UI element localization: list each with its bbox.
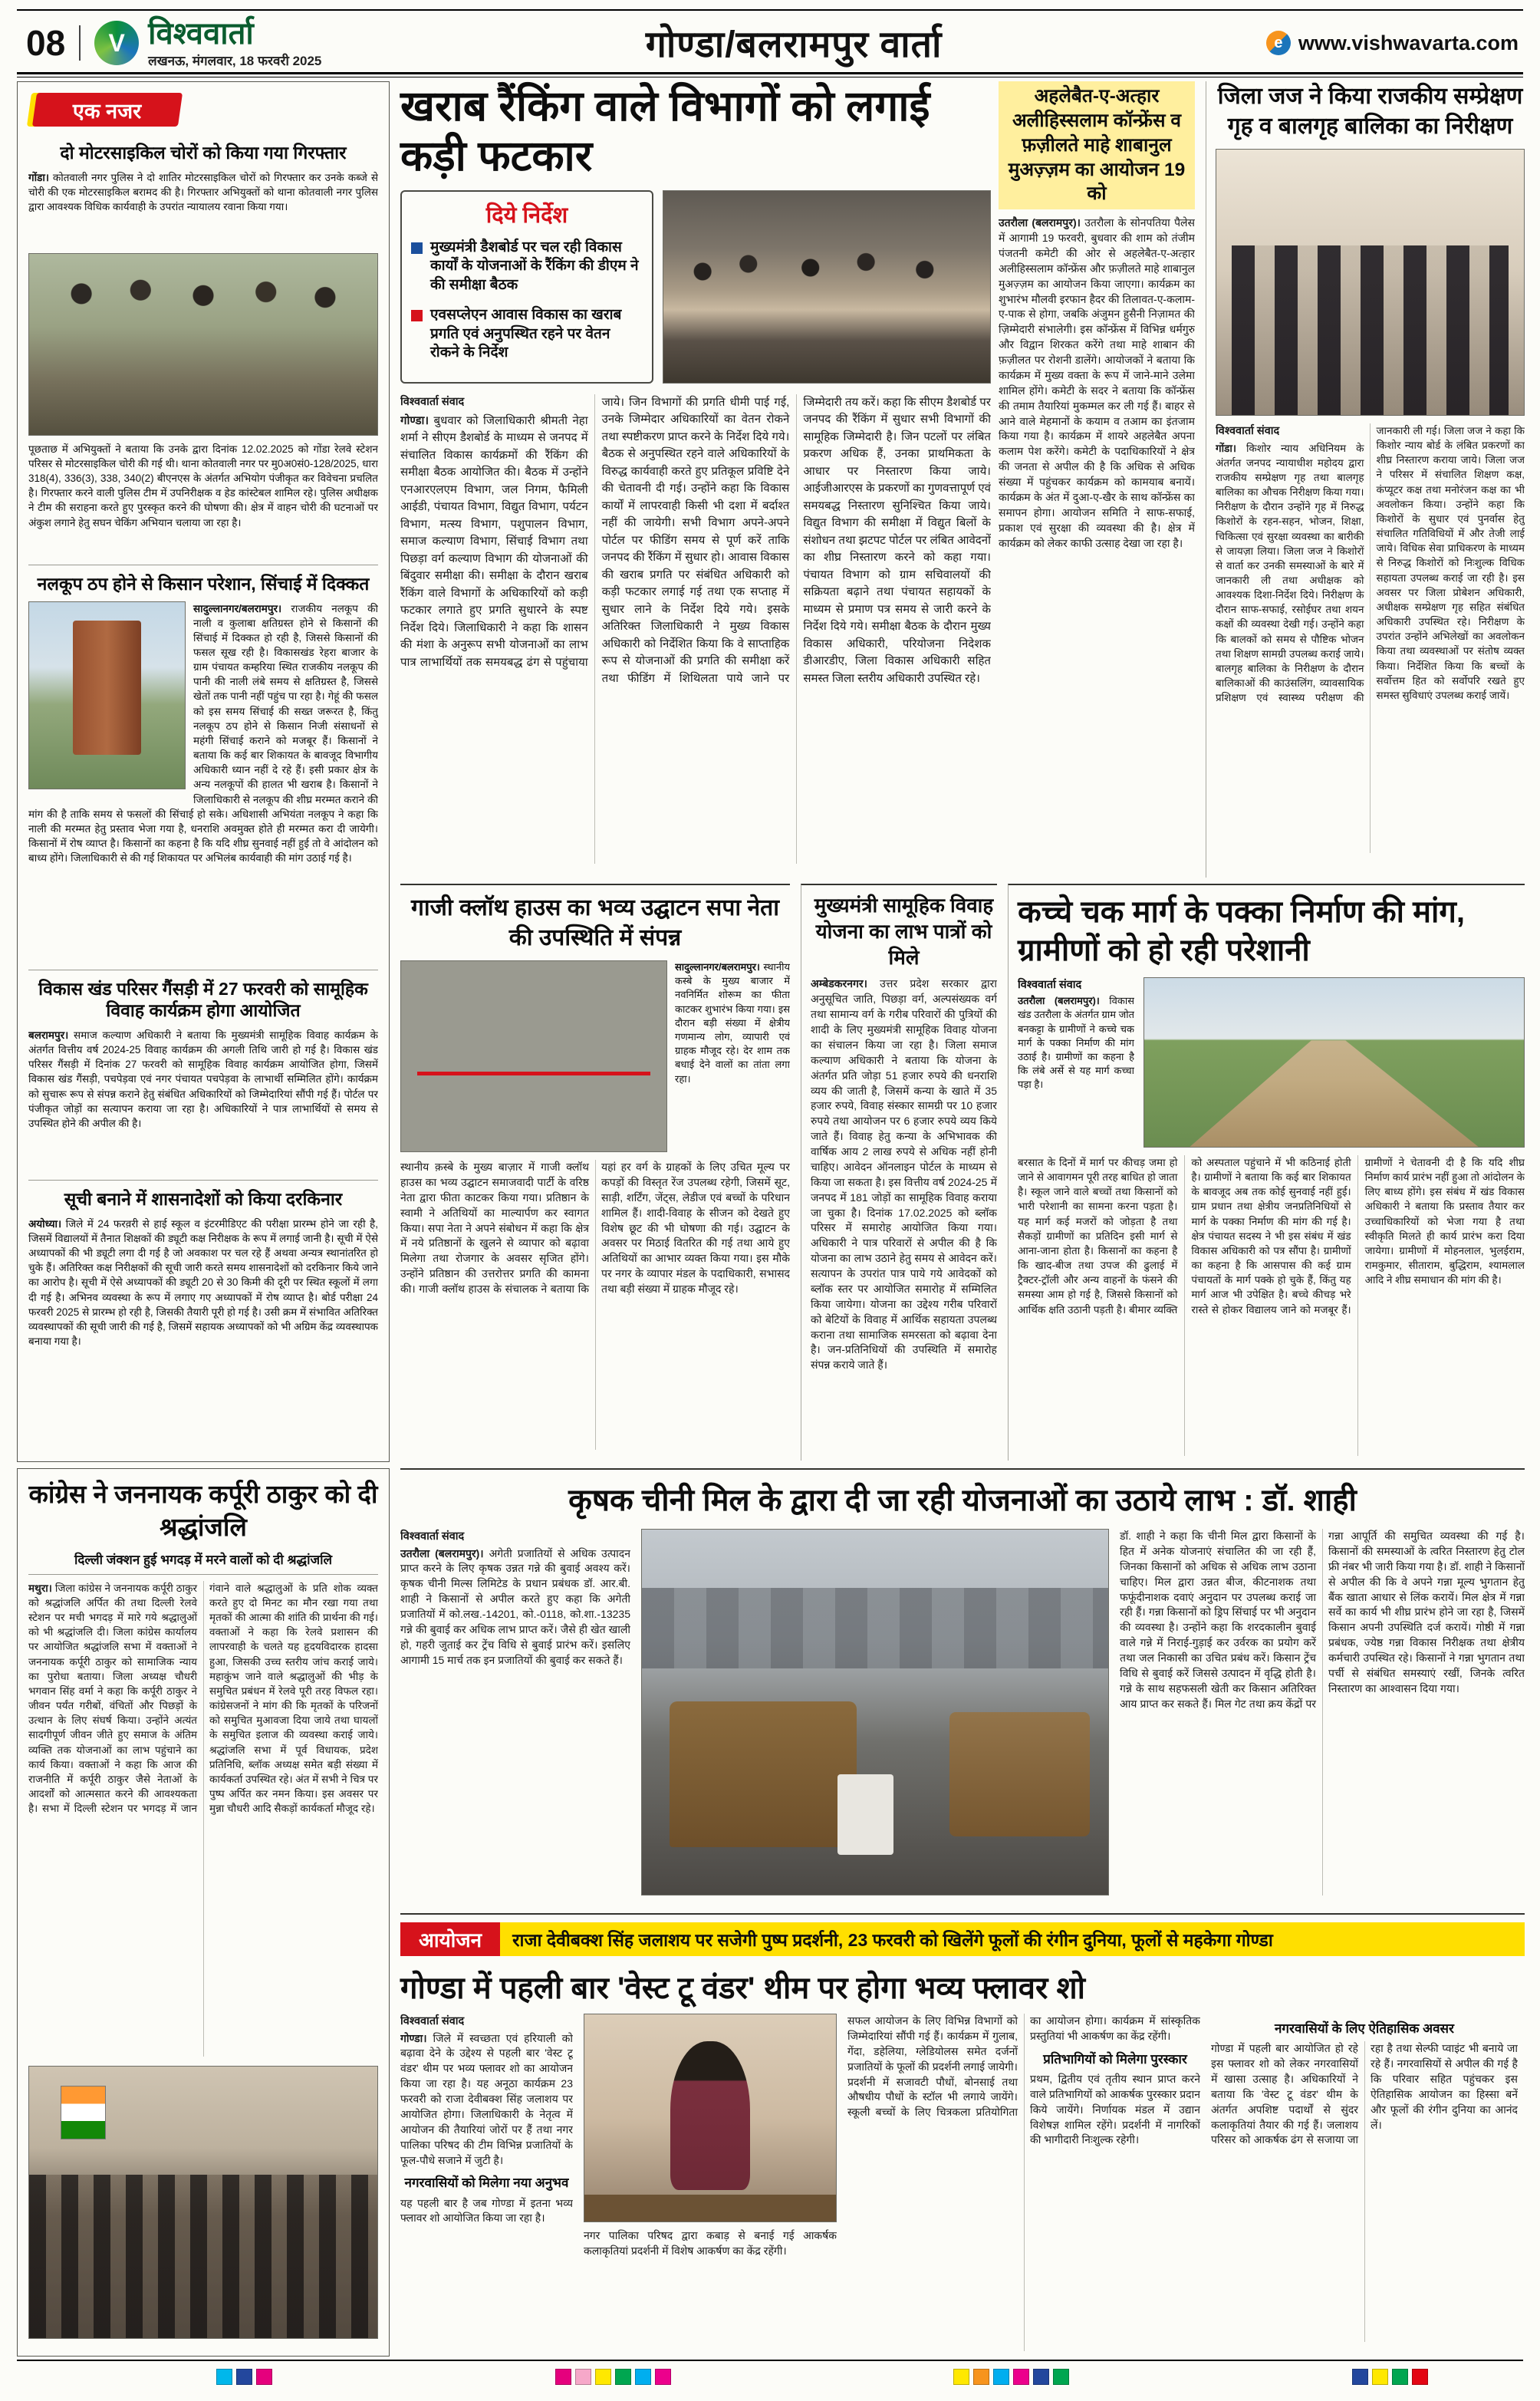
color-square xyxy=(993,2369,1009,2385)
flower-show-section xyxy=(400,1913,1525,2357)
article-headline: मुख्यमंत्री सामूहिक विवाह योजना का लाभ पात्रों को मिले xyxy=(814,894,994,969)
article-text: सफल आयोजन के लिए विभिन्न विभागों को जिम्मेदारियां सौंपी गई हैं। कार्यक्रम में गुलाब, गेंदा, डहेलिया, ग्लेडियोलस समेत दर्जनों प्रजातियों के फूलों की प्रदर्शनी लगाई जायेगी। प्रदर्शनी में सजावटी पौधों, बोनसाई तथा औषधीय पौधों के स्टॉल भी लगाये जायेंगे। स्कूली बच्चों के लिए चित्रकला प्रतियोगिता का आयोजन होगा। कार्यक्रम में सांस्कृतिक प्रस्तुतियां भी आकर्षण का केंद्र रहेंगी। xyxy=(847,2014,1200,2119)
body-text: समाज कल्याण अधिकारी ने बताया कि मुख्यमंत्री सामूहिक विवाह कार्यक्रम के अंतर्गत वित्तीय वर्ष 2024-25 विवाह कार्यक्रम की अगली तिथि जारी हो गई है। विकास खंड परिसर गैंसड़ी में दिनांक 27 फरवरी को सामूहिक विवाह कार्यक्रम आयोजित होगा, जिसमें विकास खंड गैंसड़ी, पचपेड़वा एवं नगर पंचायत पचपेड़वा के लाभार्थी सम्मिलित होंगे। कार्यक्रम को सुचारू रूप से संपन्न कराने हेतु संबंधित अधिकारियों को जिम्मेदारियां सौंपी गई हैं। पोर्टल पर पंजीकृत जोड़ों का सत्यापन कराया जा रहा है। अधिकारियों ने पात्र लाभार्थियों से समय से उपस्थित होने की अपील की है। xyxy=(28,1029,378,1129)
sugarcane-load xyxy=(670,1701,856,1847)
body-text: बुधवार को जिलाधिकारी श्रीमती नेहा शर्मा ने सीएम डैशबोर्ड के माध्यम से जनपद में संचालित विकास कार्यक्रमों की रैंकिंग की समीक्षा बैठक आयोजित की। बैठक में उन्होंने एनआरएलएम विभाग, जल निगम, फैमिली आईडी, पंचायत विभाग, विद्युत विभाग, पर्यटन विभाग, मत्स्य विभाग, पशुपालन विभाग, समाज कल्याण विभाग, सिंचाई विभाग तथा पिछड़ा वर्ग कल्याण विभाग की योजनाओं की बिंदुवार समीक्षा की। समीक्षा के दौरान खराब रैंकिंग वाले विभागों के अधिकारियों को कड़ी फटकार लगाते हुए प्रगति सुधारने के स्पष्ट निर्देश दिये। जिलाधिकारी ने कहा कि शासन की मंशा के अनुरूप सभी योजनाओं का लाभ पात्र लाभार्थियों तक समयबद्ध ढंग से पहुंचाया जाये। जिन विभागों की प्रगति धीमी पाई गई, उनके जिम्मेदार अधिकारियों का वेतन रोकने तथा स्पष्टीकरण प्राप्त करने के निर्देश दिये गये। बैठक से अनुपस्थित रहने वाले अधिकारियों के विरुद्ध कार्यवाही करते हुए प्रतिकूल प्रविष्टि देने की चेतावनी दी गई। उन्होंने कहा कि विकास कार्यों में लापरवाही किसी भी दशा में बर्दाश्त नहीं की जायेगी। सभी विभाग अपने-अपने पोर्टल पर फीडिंग समय से पूर्ण करें ताकि जनपद की रैंकिंग में सुधार हो। आवास विकास की खराब प्रगति पर संबंधित अधिकारी को कड़ी फटकार लगाई गई तथा एक सप्ताह में सुधार लाने के निर्देश दिये गये। इसके अतिरिक्त जिलाधिकारी ने मुख्य विकास अधिकारी को निर्देशित किया कि वे साप्ताहिक रूप से योजनाओं की प्रगति की समीक्षा करें तथा फीडिंग में शिथिलता पाये जाने पर जिम्मेदारी तय करें। कहा कि सीएम डैशबोर्ड पर जनपद की रैंकिंग में सुधार सभी विभागों की सामूहिक जिम्मेदारी है। जिन पटलों पर लंबित प्रकरण अधिक हैं, उनका प्राथमिकता के आधार पर निस्तारण किया जाये। आईजीआरएस के प्रकरणों का गुणवत्तापूर्ण एवं समयबद्ध निस्तारण सुनिश्चित किया जाये। विद्युत विभाग की समीक्षा में विद्युत बिलों के संशोधन तथा झटपट पोर्टल पर लंबित आवेदनों का शीघ्र निस्तारण करने को कहा गया। पंचायत विभाग को ग्राम सचिवालयों की सक्रियता बढ़ाने तथा पंचायत सहायकों के माध्यम से प्रमाण पत्र समय से जारी करने के निर्देश दिये गये। समीक्षा बैठक के दौरान मुख्य विकास अधिकारी, परियोजना निदेशक डीआरडीए, जिला विकास अधिकारी सहित समस्त जिला स्तरीय अधिकारी उपस्थित रहे। xyxy=(400,395,991,685)
globe-e-icon: e xyxy=(1266,31,1291,55)
body-text: जिला कांग्रेस ने जननायक कर्पूरी ठाकुर को श्रद्धांजलि अर्पित की तथा दिल्ली रेलवे स्टेशन पर मची भगदड़ में मारे गये श्रद्धालुओं को भी श्रद्धांजलि दी। जिला कांग्रेस कार्यालय पर आयोजित श्रद्धांजलि सभा में वक्ताओं ने जननायक कर्पूरी ठाकुर को सामाजिक न्याय का पुरोधा बताया। जिला अध्यक्ष चौधरी भगवान सिंह वर्मा ने कहा कि कर्पूरी ठाकुर ने जीवन पर्यंत गरीबों, वंचितों और पिछड़ों के उत्थान के लिए संघर्ष किया। उन्होंने अत्यंत सादगीपूर्ण जीवन जीते हुए समाज के अंतिम व्यक्ति तक योजनाओं का लाभ पहुंचाने का कार्य किया। वक्ताओं ने कहा कि आज की राजनीति में कर्पूरी ठाकुर जैसे नेताओं के आदर्शों को आत्मसात करने की आवश्यकता है। सभा में दिल्ली स्टेशन पर भगदड़ में जान गंवाने वाले श्रद्धालुओं के प्रति शोक व्यक्त करते हुए दो मिनट का मौन रखा गया तथा मृतकों की आत्मा की शांति की प्रार्थना की गई। वक्ताओं ने कहा कि रेलवे प्रशासन की लापरवाही के चलते यह हृदयविदारक हादसा हुआ, जिसकी उच्च स्तरीय जांच कराई जाये। महाकुंभ जाने वाले श्रद्धालुओं की भीड़ के समुचित प्रबंधन में रेलवे पूरी तरह विफल रहा। कांग्रेसजनों ने मांग की कि मृतकों के परिजनों को समुचित मुआवजा दिया जाये तथा घायलों के समुचित इलाज की व्यवस्था कराई जाये। श्रद्धांजलि सभा में पूर्व विधायक, प्रदेश प्रतिनिधि, ब्लॉक अध्यक्ष समेत बड़ी संख्या में कार्यकर्ता उपस्थित रहे। अंत में सभी ने चित्र पर पुष्प अर्पित कर नमन किया। इस अवसर पर मुन्ना चौधरी आदि सैकड़ों कार्यकर्ता मौजूद रहे। xyxy=(28,1582,378,1815)
article-columns xyxy=(400,2014,1525,2351)
photo-dm-review-meeting xyxy=(663,190,991,384)
article-text: पूछताछ में अभियुक्तों ने बताया कि उनके द्वारा दिनांक 12.02.2025 को गोंडा रेलवे स्टेशन परिसर से मोटरसाइकिल चोरी की गई थी। थाना कोतवाली नगर पर मु0अ0सं0-128/2025, धारा 318(4), 336(3), 338, 340(2) बीएनएस के अंतर्गत अभियोग पंजीकृत कर विवेचना प्रचलित है। गिरफ्तार करने वाली पुलिस टीम में उपनिरीक्षक व हेड कांस्टेबल शामिल रहे। पुलिस अधीक्षक ने टीम की सराहना करते हुए पुरस्कृत करने की घोषणा की। क्षेत्र में वाहन चोरी की घटनाओं पर अंकुश लगाने हेतु सघन चेकिंग अभियान चलाया जा रहा है। xyxy=(28,443,378,529)
article-title: विकास खंड परिसर गैंसड़ी में 27 फरवरी को सामूहिक विवाह कार्यक्रम होगा आयोजित xyxy=(38,978,368,1021)
article-side-column xyxy=(675,960,790,1152)
sidebar-header-badge xyxy=(32,93,183,127)
dateline: गोण्डा। xyxy=(400,413,429,427)
flower-column-3 xyxy=(847,2014,1200,2351)
photo-defunct-tubewell xyxy=(28,601,186,789)
truck-cab xyxy=(837,1774,893,1855)
byline: विश्ववार्ता संवाद xyxy=(1216,425,1280,437)
sidebar-article-duty-list xyxy=(28,1181,378,1454)
article-text xyxy=(811,977,997,1437)
photo-condolence-meeting xyxy=(28,2066,378,2339)
dirt-road-shape xyxy=(1144,978,1524,1147)
dateline: मथुरा। xyxy=(28,1582,52,1594)
directives-label: दिये निर्देश xyxy=(485,203,568,228)
article-text xyxy=(28,1581,378,1816)
article-text xyxy=(28,170,378,247)
color-square xyxy=(953,2369,969,2385)
photo-arrested-bike-thieves xyxy=(28,253,378,436)
photo-judge-inspection xyxy=(1216,149,1525,416)
article-headline: कच्चे चक मार्ग के पक्का निर्माण की मांग, ग्रामीणों को हो रही परेशानी xyxy=(1018,895,1465,967)
tubewell-structure xyxy=(73,621,141,755)
article-body xyxy=(1216,423,1525,853)
square-bullet-icon xyxy=(411,310,423,321)
article-intro-column xyxy=(400,1529,630,1895)
dateline: गोण्डा। xyxy=(400,2031,427,2044)
directive-item xyxy=(411,306,643,363)
article-text xyxy=(999,216,1195,551)
color-bar-group xyxy=(1352,2369,1428,2385)
dateline: सादुल्लानगर/बलरामपुर। xyxy=(675,961,760,973)
article-body xyxy=(28,1581,378,2057)
color-square xyxy=(1352,2369,1368,2385)
conference-article xyxy=(999,81,1195,878)
article-text: प्रथम, द्वितीय एवं तृतीय स्थान प्राप्त करने वाले प्रतिभागियों को आकर्षक पुरस्कार प्रदान किये जायेंगे। निर्णायक मंडल में उद्यान विशेषज्ञ शामिल रहेंगे। प्रदर्शनी में नागरिकों की भागीदारी निःशुल्क रहेगी। xyxy=(1030,2072,1200,2146)
byline: विश्ववार्ता संवाद xyxy=(1018,979,1082,991)
inline-subhead: नगरवासियों के लिए ऐतिहासिक अवसर xyxy=(1274,2021,1454,2036)
color-square xyxy=(615,2369,631,2385)
article-headline: जिला जज ने किया राजकीय सम्प्रेक्षण गृह व बालगृह बालिका का निरीक्षण xyxy=(1217,84,1523,139)
article-media-row xyxy=(400,960,790,1152)
photo-unpaved-road xyxy=(1143,977,1525,1148)
masthead-block xyxy=(94,18,321,69)
lead-row xyxy=(400,190,991,384)
dateline: बलरामपुर। xyxy=(28,1029,69,1041)
sidebar-header-wrap xyxy=(35,93,378,127)
flower-column-4 xyxy=(1211,2014,1518,2351)
article-text xyxy=(28,1028,378,1172)
body-text: विकास खंड उतरौला के अंतर्गत ग्राम जोत बनकट्टा के ग्रामीणों ने कच्चे चक मार्ग के पक्का निर्माण की मांग उठाई है। ग्रामीणों का कहना है कि लंबे अर्से से यह मार्ग कच्चा पड़ा है। xyxy=(1018,995,1134,1091)
color-square xyxy=(1372,2369,1388,2385)
color-bar-group xyxy=(555,2369,671,2385)
header-rule xyxy=(17,72,1523,77)
lead-body xyxy=(400,394,991,864)
flower-column-2 xyxy=(584,2014,837,2351)
inline-subhead: नगरवासियों को मिलेगा नया अनुभव xyxy=(404,2175,569,2191)
article-text: यह पहली बार है जब गोण्डा में इतना भव्य फ्लावर शो आयोजित किया जा रहा है। xyxy=(400,2196,573,2225)
sidebar-ek-nazar xyxy=(17,81,390,1462)
dateline: सादुल्लानगर/बलरामपुर। xyxy=(193,602,282,614)
congress-tribute-article xyxy=(17,1468,390,2357)
article-content xyxy=(28,601,378,962)
color-square xyxy=(236,2369,252,2385)
byline: विश्ववार्ता संवाद xyxy=(400,2015,465,2027)
article-text: गोण्डा में पहली बार आयोजित हो रहे इस फ्लावर शो को लेकर नगरवासियों में खासा उत्साह है। अधिकारियों ने बताया कि 'वेस्ट टू वंडर' थीम के अंतर्गत अपशिष्ट पदार्थों से सुंदर कलाकृतियां तैयार की गई हैं। जलाशय परिसर को आकर्षक ढंग से सजाया जा रहा है तथा सेल्फी प्वाइंट भी बनाये जा रहे हैं। नगरवासियों से अपील की गई है कि परिवार सहित पहुंचकर इस ऐतिहासिक आयोजन का हिस्सा बनें और फूलों की रंगीन दुनिया का आनंद लें। xyxy=(1211,2042,1518,2146)
dateline: गोंडा। xyxy=(1216,442,1236,454)
seated-crowd xyxy=(29,2175,377,2337)
article-headline: गाजी क्लॉथ हाउस का भव्य उद्घाटन सपा नेता की उपस्थिति में संपन्न xyxy=(411,895,779,950)
sidebar-article-tubewell xyxy=(28,565,378,970)
ghazi-cloth-house-article xyxy=(400,884,790,1461)
article-text xyxy=(400,1546,630,1668)
article-body: स्थानीय क़स्बे के मुख्य बाज़ार में गाजी क्लॉथ हाउस का भव्य उद्घाटन समाजवादी पार्टी के वरिष्ठ नेता द्वारा फीता काटकर किया गया। प्रतिष्ठान के स्वामी ने अतिथियों का माल्यार्पण कर स्वागत किया। सपा नेता ने अपने संबोधन में कहा कि क्षेत्र में नये प्रतिष्ठानों के खुलने से व्यापार को बढ़ावा मिलेगा तथा रोजगार के अवसर सृजित होंगे। उन्होंने प्रतिष्ठान की उत्तरोत्तर प्रगति की कामना की। गाजी क्लॉथ हाउस के संचालक ने बताया कि यहां हर वर्ग के ग्राहकों के लिए उचित मूल्य पर कपड़ों की विस्तृत रेंज उपलब्ध रहेगी, जिसमें सूट, साड़ी, शर्टिंग, जेंट्स, लेडीज एवं बच्चों के परिधान शामिल हैं। शादी-विवाह के सीजन को देखते हुए विशेष छूट की भी घोषणा की गई। उद्घाटन के अवसर पर मिठाई वितरित की गई तथा आये हुए अतिथियों का आभार व्यक्त किया गया। इस मौके पर नगर के व्यापार मंडल के पदाधिकारी, सभासद तथा बड़ी संख्या में ग्राहक मौजूद रहे। xyxy=(400,1161,790,1295)
article-text xyxy=(28,1217,378,1447)
strip-headline: राजा देवीबक्श सिंह जलाशय पर सजेगी पुष्प प्रदर्शनी, 23 फरवरी को खिलेंगे फूलों की रंगीन दुनिया, फूलों से महकेगा गोण्डा xyxy=(500,1922,1525,1956)
desk xyxy=(584,2195,836,2222)
color-square xyxy=(575,2369,591,2385)
article-title: नलकूप ठप होने से किसान परेशान, सिंचाई में दिक्कत xyxy=(37,573,370,594)
color-square xyxy=(216,2369,232,2385)
article-text: नगर पालिका परिषद द्वारा कबाड़ से बनाई गई आकर्षक कलाकृतियां प्रदर्शनी में विशेष आकर्षण का केंद्र रहेंगी। xyxy=(584,2229,837,2257)
article-media-row xyxy=(400,1529,1525,1895)
inspection-figures xyxy=(1232,245,1509,415)
samuhik-vivah-article xyxy=(801,884,997,1461)
color-registration-strip xyxy=(216,2367,1428,2386)
masthead-title: विश्ववार्ता xyxy=(148,16,254,51)
directive-text: मुख्यमंत्री डैशबोर्ड पर चल रही विकास कार्यों के योजनाओं के रैंकिंग की डीएम ने की समीक्षा बैठक xyxy=(430,239,639,294)
color-square xyxy=(1412,2369,1428,2385)
article-headline: कृषक चीनी मिल के द्वारा दी जा रही योजनाओं का उठाये लाभ : डॉ. शाही xyxy=(568,1484,1357,1517)
page-number: 08 xyxy=(21,25,81,61)
body-text: राजकीय नलकूप की नाली व कुलाबा क्षतिग्रस्त होने से किसानों की सिंचाई में दिक्कत हो रही है, जिससे किसानों की फसल सूख रही है। विकासखंड रेहरा बाजार के ग्राम पंचायत कम्हरिया स्थित राजकीय नलकूप की पानी की नाली लंबे समय से क्षतिग्रस्त है, जिससे खेतों तक पानी नहीं पहुंच पा रहा है। गेहूं की फसल को इस समय सिंचाई की सख्त जरूरत है, किंतु नलकूप ठप होने से किसान निजी संसाधनों से महंगी सिंचाई कराने को मजबूर हैं। किसानों ने बताया कि कई बार शिकायत के बावजूद विभागीय अधिकारी ध्यान नहीं दे रहे हैं। इसी प्रकार क्षेत्र के अन्य नलकूपों की हालत भी खराब है। किसानों ने जिलाधिकारी से नलकूप की शीघ्र मरम्मत कराने की मांग की है ताकि समय से फसलों की सिंचाई हो सके। अधिशासी अभियंता नलकूप ने कहा कि नाली की मरम्मत हेतु प्रस्ताव भेजा गया है, धनराशि अवमुक्त होते ही मरम्मत करा दी जायेगी। किसानों में रोष व्याप्त है। किसानों का कहना है कि यदि शीघ्र सुनवाई नहीं हुई तो वे आंदोलन को बाध्य होंगे। जिलाधिकारी से की गई शिकायत पर अभिलंब कार्यवाही की मांग उठाई गई है। xyxy=(28,602,378,865)
inline-subhead: प्रतिभागियों को मिलेगा पुरस्कार xyxy=(1043,2051,1187,2067)
edition-dateline: लखनऊ, मंगलवार, 18 फरवरी 2025 xyxy=(148,53,322,68)
body-text: उतरौला के सोनपतिया पैलेस में आगामी 19 फरवरी, बुधवार की शाम को तंजीम पंजतनी कमेटी की ओर से अहलेबैत-ए-अत्हार अलीहिस्सलाम कॉन्फ्रेंस और फ़ज़ीलते माहे शाबानुल मुअज़्ज़म का आयोजन किया जाएगा। कार्यक्रम का शुभारंभ मौलवी इरफान हैदर की तिलावत-ए-कलाम-ए-पाक से होगा, जबकि अंजुमन हुसैनी निज़ामत की ज़िम्मेदारी संभालेगी। इस कॉन्फ्रेंस में विभिन्न धर्मगुरु और विद्वान शिरकत करेंगे तथा माहे शाबान की फ़ज़ीलत पर रोशनी डालेंगे। आयोजकों ने बताया कि कार्यक्रम में मुख्य वक्ता के रूप में जाने-माने उलेमा शामिल होंगे। कमेटी के सदर ने बताया कि कॉन्फ्रेंस की तमाम तैयारियां मुकम्मल कर ली गई हैं। बाहर से आने वाले मेहमानों के कयाम व तआम का इंतजाम किया गया है। कार्यक्रम में शायरे अहलेबैत अपना कलाम पेश करेंगे। कमेटी के पदाधिकारियों ने क्षेत्र की जनता से अपील की है कि अधिक से अधिक संख्या में पहुंचकर कार्यक्रम को कामयाब बनायें। कार्यक्रम के अंत में दुआ-ए-खैर के साथ कॉन्फ्रेंस का समापन होगा। आयोजन समिति ने साफ-सफाई, प्रकाश एवं सुरक्षा की व्यवस्था की है। क्षेत्र में कार्यक्रम को लेकर काफी उत्साह देखा जा रहा है। xyxy=(999,216,1195,549)
article-media-row xyxy=(1018,977,1525,1148)
body-text: जिले में स्वच्छता एवं हरियाली को बढ़ावा देने के उद्देश्य से पहली बार 'वेस्ट टू वंडर' थीम पर भव्य फ्लावर शो का आयोजन किया जा रहा है। यह अनूठा कार्यक्रम 23 फरवरी को राजा देवीबक्श सिंह जलाशय पर आयोजित होगा। जिलाधिकारी के नेतृत्व में आयोजन की तैयारियां जोरों पर हैं तथा नगर पालिका परिषद की टीम विभिन्न प्रजातियों के फूल-पौधे सजाने में जुटी है। xyxy=(400,2031,573,2166)
bottom-rule xyxy=(17,2360,1523,2361)
seated-official xyxy=(670,2041,751,2190)
article-headline: गोण्डा में पहली बार 'वेस्ट टू वंडर' थीम पर होगा भव्य फ्लावर शो xyxy=(400,1971,1086,2005)
mill-structure xyxy=(642,1588,1108,1668)
byline: विश्ववार्ता संवाद xyxy=(400,1530,465,1543)
color-square xyxy=(256,2369,272,2385)
article-body xyxy=(999,216,1195,891)
body-text: उत्तर प्रदेश सरकार द्वारा अनुसूचित जाति, पिछड़ा वर्ग, अल्पसंख्यक वर्ग तथा सामान्य वर्ग के गरीब परिवारों की पुत्रियों की शादी के लिए मुख्यमंत्री सामूहिक विवाह योजना का संचालन किया जा रहा है। जिला समाज कल्याण अधिकारी ने बताया कि योजना के अंतर्गत प्रति जोड़ा 51 हजार रुपये की धनराशि व्यय की जाती है, जिसमें कन्या के खाते में 35 हजार रुपये, विवाह संस्कार सामग्री पर 10 हजार रुपये तथा आयोजन पर 6 हजार रुपये व्यय किये जाते हैं। विवाह हेतु कन्या के अभिभावक की वार्षिक आय 2 लाख रुपये से अधिक नहीं होनी चाहिए। आवेदन ऑनलाइन पोर्टल के माध्यम से किया जा सकता है। इस वित्तीय वर्ष 2024-25 में जनपद में 181 जोड़ों का सामूहिक विवाह कराया जा चुका है। दिनांक 17.02.2025 को ब्लॉक परिसर में समारोह आयोजित किया गया। अधिकारी ने पात्र परिवारों से अपील की है कि योजना का लाभ उठाने हेतु समय से आवेदन करें। सत्यापन के उपरांत पात्र पाये गये आवेदकों को ब्लॉक स्तर पर आयोजित समारोह में सम्मिलित किया जायेगा। योजना का उद्देश्य गरीब परिवारों को बेटियों के विवाह में आर्थिक सहायता उपलब्ध कराना तथा सामाजिक समरसता को बढ़ावा देना है। जन-प्रतिनिधियों की उपस्थिति में समारोह संपन्न कराये जाते हैं। xyxy=(811,977,997,1372)
article-text xyxy=(400,2031,573,2169)
article-body: बरसात के दिनों में मार्ग पर कीचड़ जमा हो जाने से आवागमन पूरी तरह बाधित हो जाता है। स्कूल जाने वाले बच्चों तथा किसानों को भारी परेशानी का सामना करना पड़ता है। यह मार्ग कई मजरों को जोड़ता है तथा सैकड़ों ग्रामीणों का प्रतिदिन इसी मार्ग से आना-जाना होता है। किसानों का कहना है कि खाद-बीज तथा उपज की ढुलाई में ट्रैक्टर-ट्रॉली और अन्य वाहनों के फंसने की समस्या आम हो गई है, जिससे किसानों को आर्थिक क्षति उठानी पड़ती है। बीमार व्यक्ति को अस्पताल पहुंचाने में भी कठिनाई होती है। ग्रामीणों ने बताया कि कई बार शिकायत के बावजूद अब तक कोई सुनवाई नहीं हुई। ग्राम प्रधान तथा क्षेत्रीय जनप्रतिनिधियों से मार्ग के पक्का निर्माण की मांग की गई है। क्षेत्र पंचायत सदस्य ने भी इस संबंध में खंड विकास अधिकारी को पत्र सौंपा है। ग्रामीणों का कहना है कि आसपास की कई ग्राम पंचायतों के मार्ग पक्के हो चुके हैं, किंतु यह मार्ग आज भी उपेक्षित है। बच्चे कीचड़ भरे रास्ते से होकर विद्यालय जाने को मजबूर हैं। ग्रामीणों ने चेतावनी दी है कि यदि शीघ्र निर्माण कार्य प्रारंभ नहीं हुआ तो आंदोलन के लिए बाध्य होंगे। इस संबंध में खंड विकास अधिकारी ने बताया कि प्रस्ताव तैयार कर उच्चाधिकारियों को भेजा गया है तथा स्वीकृति मिलते ही कार्य प्रारंभ करा दिया जायेगा। ग्रामीणों में मोहनलाल, भुलईराम, रामकुमार, सीताराम, बुद्धिराम, श्यामलाल आदि ने शीघ्र समाधान की मांग की है। xyxy=(1018,1157,1525,1316)
sugarcane-load xyxy=(949,1712,1089,1836)
page-header xyxy=(17,9,1523,71)
ribbon-icon xyxy=(417,1072,651,1075)
color-square xyxy=(973,2369,989,2385)
dateline: उतरौला (बलरामपुर)। xyxy=(400,1546,484,1559)
color-bar-group xyxy=(953,2369,1069,2385)
article-title: दो मोटरसाइकिल चोरों को किया गया गिरफ्तार xyxy=(60,143,347,163)
body-text: किशोर न्याय अधिनियम के अंतर्गत जनपद न्यायाधीश महोदय द्वारा राजकीय सम्प्रेक्षण गृह तथा बालगृह बालिका का औचक निरीक्षण किया गया। निरीक्षण के दौरान उन्होंने गृह में निरुद्ध किशोरों के रहन-सहन, भोजन, शिक्षा, चिकित्सा एवं सुरक्षा व्यवस्था का बारीकी से जायज़ा लिया। जिला जज ने किशोरों से वार्ता कर उनकी समस्याओं के बारे में जानकारी ली तथा अधीक्षक को आवश्यक दिशा-निर्देश दिये। निरीक्षण के दौरान साफ-सफाई, रसोईघर तथा शयन कक्षों की व्यवस्था देखी गई। उन्होंने कहा कि बालकों को समय से पौष्टिक भोजन तथा शिक्षण सामग्री उपलब्ध कराई जाये। बालगृह बालिका के निरीक्षण के दौरान बालिकाओं की काउंसलिंग, व्यावसायिक प्रशिक्षण एवं स्वास्थ्य परीक्षण की जानकारी ली गई। जिला जज ने कहा कि किशोर न्याय बोर्ड के लंबित प्रकरणों का शीघ्र निस्तारण कराया जाये। जिला जज ने परिसर में संचालित शिक्षण कक्ष, कंप्यूटर कक्ष तथा मनोरंजन कक्ष का भी अवलोकन किया। उन्होंने कहा कि किशोरों के सुधार एवं पुनर्वास हेतु संचालित गतिविधियों में और तेजी लाई जाये। विधिक सेवा प्राधिकरण के माध्यम से निरुद्ध किशोरों को निःशुल्क विधिक सहायता उपलब्ध कराई जा रही है। इस अवसर पर जिला प्रोबेशन अधिकारी, अधीक्षक सम्प्रेक्षण गृह सहित संबंधित अधिकारी उपस्थित रहे। निरीक्षण के उपरांत उन्होंने अभिलेखों का अवलोकन किया तथा व्यवस्थाओं पर संतोष व्यक्त किया। निर्देशित किया कि बच्चों के सर्वोत्तम हित को सर्वोपरि रखते हुए समस्त सुविधाएं उपलब्ध कराई जायें। xyxy=(1216,425,1525,704)
color-square xyxy=(1053,2369,1069,2385)
article-headline: कांग्रेस ने जननायक कर्पूरी ठाकुर को दी श्रद्धांजलि xyxy=(28,1480,378,1541)
article-subhead: दिल्ली जंक्शन हुई भगदड़ में मरने वालों को दी श्रद्धांजलि xyxy=(28,1550,378,1575)
photo-official-briefing xyxy=(584,2014,837,2222)
section-strip xyxy=(400,1922,1525,1956)
body-text: अगेती प्रजातियों से अधिक उत्पादन प्राप्त करने के लिए कृषक उन्नत गन्ने की बुवाई अवश्य करें। कृषक चीनी मिल्स लिमिटेड के प्रधान प्रबंधक डॉ. आर.बी. शाही ने किसानों से अपील करते हुए कहा कि अगेती प्रजातियों में को.लख.-14201, को.-0118, को.शा.-13235 गन्ने की बुवाई कर अधिक लाभ प्राप्त करें। जैसे ही खेत खाली हो, गहरी जुताई कर ट्रेंच विधि से बुवाई प्रारंभ करें। इसलिए आगामी 15 मार्च तक इन प्रजातियों की बुवाई कर सकते हैं। xyxy=(400,1546,630,1666)
directive-item xyxy=(411,239,643,295)
dateline: उतरौला (बलरामपुर)। xyxy=(999,216,1081,229)
directives-list xyxy=(411,239,643,363)
section-title: गोण्डा/बलरामपुर वार्ता xyxy=(645,24,943,65)
flower-column-1 xyxy=(400,2014,573,2351)
dateline: अयोध्या। xyxy=(28,1217,62,1230)
body-text: कोतवाली नगर पुलिस ने दो शातिर मोटरसाइकिल चोरों को गिरफ्तार कर उनके कब्जे से चोरी की एक मोटरसाइकिल बरामद की है। गिरफ्तार अभियुक्तों को थाना कोतवाली नगर पुलिस द्वारा आवश्यक विधिक कार्यवाही के उपरांत न्यायालय रवाना किया गया। xyxy=(28,171,378,213)
photo-sugarcane-trucks xyxy=(641,1529,1109,1895)
article-headline: अहलेबैत-ए-अत्हार अलीहिस्सलाम कॉन्फ्रेंस व फ़ज़ीलते माहे शाबानुल मुअज़्ज़म का आयोजन 19 को xyxy=(999,81,1195,209)
color-square xyxy=(1013,2369,1029,2385)
color-square xyxy=(655,2369,671,2385)
dateline: उतरौला (बलरामपुर)। xyxy=(1018,995,1100,1007)
article-text xyxy=(1216,423,1525,705)
color-square xyxy=(555,2369,571,2385)
article-body: डॉ. शाही ने कहा कि चीनी मिल द्वारा किसानों के हित में अनेक योजनाएं संचालित की जा रही हैं, जिनका किसानों को अधिक से अधिक लाभ उठाना चाहिए। मिल द्वारा उन्नत बीज, कीटनाशक तथा फफूंदीनाशक दवाएं अनुदान पर उपलब्ध कराई जा रही हैं। गन्ना किसानों को ड्रिप सिंचाई पर भी अनुदान की व्यवस्था है। उन्होंने कहा कि शरदकालीन बुवाई वाले गन्ने में निराई-गुड़ाई कर उर्वरक का प्रयोग करें तथा जल निकासी का उचित प्रबंध करें। किसान ट्रेंच विधि से बुवाई करें जिससे उत्पादन में वृद्धि होती है। गन्ने के साथ सहफसली खेती कर किसान अतिरिक्त आय प्राप्त कर सकते हैं। मिल गेट तथा क्रय केंद्रों पर गन्ना आपूर्ति की समुचित व्यवस्था की गई है। किसानों की समस्याओं के त्वरित निस्तारण हेतु टोल फ्री नंबर भी जारी किया गया है। डॉ. शाही ने किसानों से अपील की कि वे अपने गन्ना मूल्य भुगतान हेतु बैंक खाता आधार से लिंक करायें। मिल क्षेत्र में गन्ना सर्वे का कार्य भी शीघ्र प्रारंभ होने जा रहा है, जिसमें किसान अपनी उपस्थिति दर्ज करायें। गोष्ठी में गन्ना प्रबंधक, ज्येष्ठ गन्ना विकास निरीक्षक तथा क्षेत्रीय कर्मचारी उपस्थित रहे। किसानों ने गन्ना भुगतान तथा पर्ची से संबंधित समस्याएं रखीं, जिनके त्वरित निस्तारण का आश्वासन दिया गया। xyxy=(1120,1530,1525,1710)
judge-inspection-article xyxy=(1206,81,1525,878)
dateline: अम्बेडकरनगर। xyxy=(811,977,867,990)
kachcha-road-article xyxy=(1008,884,1525,1461)
directives-box xyxy=(400,190,653,384)
square-bullet-icon xyxy=(411,242,423,254)
masthead-logo-icon: V xyxy=(94,21,139,65)
color-square xyxy=(1392,2369,1408,2385)
byline: विश्ववार्ता संवाद xyxy=(400,395,465,408)
sugar-mill-article xyxy=(400,1468,1525,1904)
dateline: गोंडा। xyxy=(28,171,49,183)
sidebar-article-vivah-gainsari xyxy=(28,970,378,1181)
website-block xyxy=(1266,31,1519,55)
color-square xyxy=(595,2369,611,2385)
body-text: स्थानीय कस्बे के मुख्य बाजार में नवनिर्मित शोरूम का फीता काटकर शुभारंभ किया गया। इस दौरान बड़ी संख्या में क्षेत्रीय गणमान्य लोग, व्यापारी एवं ग्राहक मौजूद रहे। देर शाम तक बधाई देने वालों का तांता लगा रहा। xyxy=(675,961,790,1085)
lead-headline: खराब रैंकिंग वाले विभागों को लगाई कड़ी फटकार xyxy=(400,82,930,179)
masthead-text-block xyxy=(148,18,321,69)
article-title: सूची बनाने में शासनादेशों को किया दरकिनार xyxy=(64,1189,343,1209)
tricolor-flag-icon xyxy=(61,2086,106,2140)
color-square xyxy=(635,2369,651,2385)
article-intro-column xyxy=(1018,977,1134,1148)
lead-article xyxy=(400,81,991,878)
website-url: www.vishwavarta.com xyxy=(1298,31,1519,54)
kicker-badge: आयोजन xyxy=(400,1922,500,1956)
color-bar-group xyxy=(216,2369,272,2385)
photo-ribbon-cutting xyxy=(400,960,667,1152)
directive-text: एवसप्लेएन आवास विकास का खराब प्रगति एवं अनुपस्थित रहने पर वेतन रोकने के निर्देश xyxy=(430,306,622,361)
color-square xyxy=(1033,2369,1049,2385)
sidebar-article-arrest xyxy=(28,134,378,565)
body-text: जिले में 24 फरव़री से हाई स्कूल व इंटरमीडिएट की परीक्षा प्रारम्भ होने जा रही है, जिसमें विद्यालयों में तैनात शिक्षकों की ड्यूटी कक्ष निरीक्षक के रूप में लगाई जानी है। सूची में ऐसे अध्यापकों की भी ड्यूटी लगा दी गई है जो अवकाश पर चल रहे हैं अथवा अन्यत्र स्थानांतरित हो चुके हैं। अतिरिक्त कक्ष निरीक्षकों की सूची जारी करते समय शासनादेशों को दरकिनार किये जाने का आरोप है। सूची में ऐसे अध्यापकों की ड्यूटी 20 से 30 किमी की दूरी पर स्थित स्कूलों में लगा दी गई है। अभिनव व्यवस्था के रूप में लगाए गए अध्यापकों में रोष व्याप्त है। बोर्ड परीक्षा 24 फरवरी 2025 से प्रारम्भ हो रही है, जिसकी तैयारी पूरी हो गई है। उसी क्रम में संभावित अतिरिक्त व्यवस्थापकों की सूची जारी की गई है, जिसमें सहायक अध्यापकों को भी अग्रिम केंद्र व्यवस्थापक बनाया गया है। xyxy=(28,1217,378,1347)
article-text xyxy=(400,394,991,688)
sidebar-header-label: एक नजर xyxy=(73,99,142,123)
